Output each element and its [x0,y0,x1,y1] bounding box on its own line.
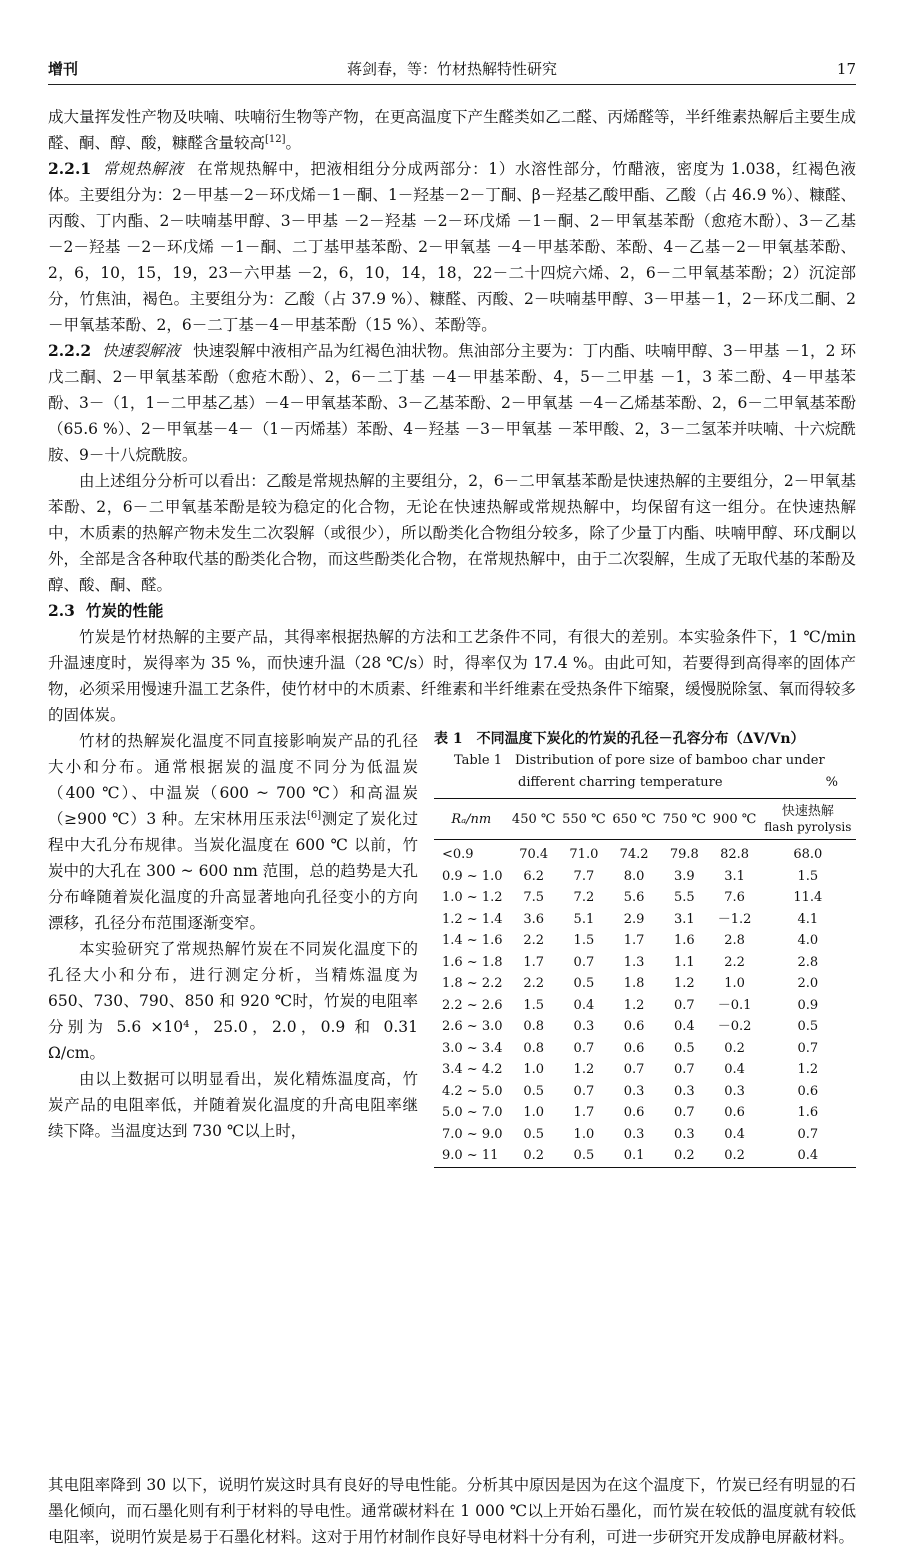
value-cell: 0.9 [797,997,819,1013]
value-cell: 1.1 [673,954,695,970]
value-cell: 0.7 [673,1062,695,1077]
value-cell: 2.8 [797,954,819,970]
value-cell: 5.1 [573,911,595,927]
value-cell: 1.2 [673,976,695,991]
table-unit: % [825,775,838,790]
pore-distribution-table [434,798,856,1168]
value-cell: 68.0 [793,847,823,862]
column-header: 750 ℃ [662,811,707,827]
value-cell: 0.5 [523,1126,545,1142]
table-header-row [434,799,856,840]
column-header: Rₐ/nm [451,811,492,827]
column-header: 650 ℃ [612,811,656,827]
pore-range-cell: 9.0 ~ 11 [442,1148,499,1163]
value-cell: 3.1 [673,911,695,927]
table-row [434,973,856,995]
value-cell: 1.2 [573,1062,595,1077]
value-cell: 71.0 [569,847,599,862]
value-cell: 0.3 [673,1126,695,1142]
value-cell: 1.2 [797,1062,819,1077]
value-cell: 0.5 [797,1019,819,1034]
table-row [434,866,856,888]
table-row [434,1038,856,1060]
value-cell: 74.2 [619,847,649,862]
section-number: 2.2.2 [48,341,92,360]
value-cell: 2.2 [724,954,745,970]
pore-range-cell: 4.2 ~ 5.0 [442,1083,503,1099]
value-cell: 0.5 [573,1148,595,1163]
section-title: 竹炭的性能 [85,601,164,620]
section-title: 常规热解液 [102,160,184,178]
value-cell: 0.5 [523,1083,545,1099]
section-text: 快速裂解中液相产品为红褐色油状物。焦油部分主要为：丁内酯、呋喃甲醇、3－甲基 －1，2 环戊二酮、2－甲氧基苯酚（愈疮木酚）、2，6－二丁基 －4－甲基苯酚、4，5－二甲基 －1，3 苯二酚、4－甲基苯酚、3－（1，1－二甲基乙基）－4－甲氧基苯酚、3－乙基苯酚、2－甲氧基 －4－乙烯基苯酚、2，6－二甲氧基苯酚（65.6 %）、2－甲氧基－4－（1－丙烯基）苯酚、4－羟基 －3－甲氧基 －苯甲酸、2，3－二氢苯并呋喃、十六烷酰胺、9－十八烷酰胺。 [48,342,856,464]
value-cell: 3.1 [724,868,745,884]
value-cell: 79.8 [669,847,699,862]
value-cell: 3.6 [523,911,545,927]
value-cell: 3.9 [673,868,695,884]
value-cell: 0.7 [573,1040,595,1056]
pore-range-cell: 1.8 ~ 2.2 [442,976,503,991]
pore-range-cell: 2.6 ~ 3.0 [442,1019,503,1034]
value-cell: 0.6 [623,1040,645,1056]
journal-issue: 增刊 [48,60,79,78]
value-cell: 6.2 [523,868,545,884]
conclusion-paragraph: 由以上数据可以明显看出，炭化精炼温度高，竹炭产品的电阻率低，并随着炭化温度的升高电阻率继续下降。当温度达到 730 ℃以上时， [48,1070,418,1140]
pore-range-cell: 7.0 ~ 9.0 [442,1126,503,1142]
pore-range-cell: 5.0 ~ 7.0 [442,1105,503,1120]
table-row [434,1059,856,1081]
table-row [434,1145,856,1167]
table-1 [434,728,856,1168]
pore-range-cell: 3.4 ~ 4.2 [442,1062,503,1077]
column-header: 快速热解 flash pyrolysis [764,804,852,834]
table-body [434,840,856,1168]
value-cell: 1.5 [573,933,595,948]
pore-range-cell: 1.0 ~ 1.2 [442,890,503,905]
table-title-en: Table 1 Distribution of pore size of bamboo char under [454,753,825,768]
table-row [434,840,856,866]
section-2-3-heading [48,598,856,624]
value-cell: 0.8 [523,1019,545,1034]
value-cell: 2.9 [623,911,645,927]
value-cell: 0.7 [573,954,595,970]
value-cell: 0.6 [623,1105,645,1120]
value-cell: 0.5 [573,976,595,991]
analysis-paragraph: 由上述组分分析可以看出：乙酸是常规热解的主要组分，2，6－二甲氧基苯酚是快速热解的主要组分，2－甲氧基苯酚、2，6－二甲氧基苯酚是较为稳定的化合物，无论在快速热解或常规热解中，均保留有这一组分。在快速热解中，木质素的热解产物未发生二次裂解（或很少），所以酚类化合物组分较多，除了少量丁内酯、呋喃甲醇、环戊酮以外，全部是含各种取代基的酚类化合物，而这些酚类化合物，在常规热解中，由于二次裂解，生成了无取代基的苯酚及醇、酸、酮、醛。 [48,472,856,594]
value-cell: 2.2 [523,976,545,991]
value-cell: 2.8 [724,933,745,948]
value-cell: 70.4 [519,847,549,862]
page-number: 17 [836,60,856,78]
citation: [12] [265,133,286,145]
section-number: 2.3 [48,601,75,620]
table-row [434,1102,856,1124]
column-header: 450 ℃ [511,811,556,827]
value-cell: 1.7 [573,1105,595,1120]
value-cell: 1.8 [623,976,645,991]
final-paragraph: 其电阻率降到 30 以下，说明竹炭这时具有良好的导电性能。分析其中原因是因为在这个温度下，竹炭已经有明显的石墨化倾向，而石墨化则有利于材料的导电性。通常碳材料在 1 000 ℃以上开始石墨化，而竹炭在较低的温度就有较低电阻率，说明竹炭是易于石墨化材料。这对于用竹材制作良好导电材料十分有利，可进一步研究开发成静电屏蔽材料。 [48,1476,856,1546]
table-title-en-line2: different charring temperature % [434,772,856,794]
value-cell: 0.7 [623,1062,645,1077]
section-title: 快速裂解液 [102,342,181,360]
intro-paragraph: 成大量挥发性产物及呋喃、呋喃衍生物等产物，在更高温度下产生醛类如乙二醛、丙烯醛等，半纤维素热解后主要生成醛、酮、醇、酸，糠醛含量较高[12]。 [48,108,856,152]
pore-range-cell: 1.6 ~ 1.8 [442,954,503,970]
table-row [434,1124,856,1146]
value-cell: 7.5 [523,890,545,905]
value-cell: 1.7 [623,933,645,948]
section-text: 在常规热解中，把液相组分分成两部分：1）水溶性部分，竹醋液，密度为 1.038，红褐色液体。主要组分为：2－甲基－2－环戊烯－1－酮、1－羟基－2－丁酮、β－羟基乙酸甲酯、乙酸（占 46.9 %）、糠醛、丙酸、丁内酯、2－呋喃基甲醇、3－甲基 －2－羟基 －2－环戊烯 －1－酮、2－甲氧基苯酚（愈疮木酚）、3－乙基 －2－羟基 －2－环戊烯 －1－酮、二丁基甲基苯酚、2－甲氧基 －4－甲基苯酚、苯酚、4－乙基－2－甲氧基苯酚、2，6，10，15，19，23－六甲基 －2，6，10，14，18，22－二十四烷六烯、2，6－二甲氧基苯酚；2）沉淀部分，竹焦油，褐色。主要组分为：乙酸（占 37.9 %）、糠醛、丙酸、2－呋喃基甲醇、3－甲基－1，2－环戊二酮、2－甲氧基苯酚、2，6－二丁基－4－甲基苯酚（15 %）、苯酚等。 [48,160,856,334]
value-cell: 1.0 [523,1062,545,1077]
value-cell: 1.5 [797,868,819,884]
value-cell: 7.7 [573,868,595,884]
value-cell: 4.1 [797,911,819,927]
value-cell: 0.6 [797,1083,819,1099]
pore-range-cell: 1.2 ~ 1.4 [442,911,503,927]
value-cell: 5.5 [673,890,695,905]
pore-range-cell: 1.4 ~ 1.6 [442,933,503,948]
value-cell: 11.4 [793,890,823,905]
table-row [434,887,856,909]
value-cell: 4.0 [797,933,819,948]
value-cell: 1.2 [623,997,645,1013]
value-cell: 0.3 [724,1083,745,1099]
value-cell: 0.6 [623,1019,645,1034]
value-cell: 0.1 [623,1148,645,1163]
citation: [6] [307,809,322,821]
value-cell: 1.5 [523,997,545,1013]
value-cell: 2.2 [523,933,545,948]
value-cell: 0.4 [724,1126,745,1142]
value-cell: 7.2 [573,890,595,905]
value-cell: －0.2 [717,1019,752,1034]
section-2-2-2 [48,338,856,468]
value-cell: 0.4 [797,1148,819,1163]
value-cell: 0.4 [724,1062,745,1077]
value-cell: 0.4 [673,1019,695,1034]
page-body [48,104,856,1550]
value-cell: 0.7 [797,1126,819,1142]
section-number: 2.2.1 [48,159,92,178]
table-title-cn: 表 1 不同温度下炭化的竹炭的孔径－孔容分布（ΔV/Vn） [434,731,805,747]
pore-range-cell: 0.9 ~ 1.0 [442,868,503,884]
table-row [434,1081,856,1103]
value-cell: 0.7 [673,1105,695,1120]
value-cell: 1.0 [724,976,745,991]
value-cell: 0.3 [623,1083,645,1099]
value-cell: 8.0 [623,868,645,884]
value-cell: 0.3 [673,1083,695,1099]
value-cell: 1.6 [673,933,695,948]
value-cell: 1.3 [623,954,645,970]
left-column [48,728,418,1144]
resistivity-paragraph: 本实验研究了常规热解竹炭在不同炭化温度下的孔径大小和分布，进行测定分析，当精炼温度为 650、730、790、850 和 920 ℃时，竹炭的电阻率分别为 5.6 ×10⁴，25.0，2.0，0.9 和 0.31 Ω/cm。 [48,940,418,1062]
value-cell: 1.6 [797,1105,819,1120]
running-header [48,56,856,85]
value-cell: 0.2 [724,1148,745,1163]
value-cell: 1.0 [573,1126,595,1142]
value-cell: 0.4 [573,997,595,1013]
table-row [434,930,856,952]
value-cell: －1.2 [717,911,752,927]
value-cell: 0.2 [523,1148,545,1163]
value-cell: 0.2 [724,1040,745,1056]
table-row [434,1016,856,1038]
table-row [434,909,856,931]
table-row [434,995,856,1017]
value-cell: 0.3 [573,1019,595,1034]
value-cell: 0.7 [797,1040,819,1056]
pore-range-cell: 3.0 ~ 3.4 [442,1040,503,1056]
value-cell: －0.1 [717,997,752,1013]
value-cell: 7.6 [724,890,745,905]
value-cell: 0.7 [673,997,695,1013]
column-header: 550 ℃ [562,811,606,827]
section-2-2-1 [48,156,856,338]
value-cell: 0.7 [573,1083,595,1099]
pore-range-cell: 2.2 ~ 2.6 [442,997,503,1013]
column-header: 900 ℃ [712,811,757,827]
value-cell: 0.5 [673,1040,695,1056]
value-cell: 0.3 [623,1126,645,1142]
value-cell: 2.0 [797,976,819,991]
text-and-table [48,728,856,1472]
value-cell: 1.7 [523,954,545,970]
value-cell: 5.6 [623,890,645,905]
value-cell: 0.2 [673,1148,695,1163]
pore-paragraph: 竹材的热解炭化温度不同直接影响炭产品的孔径大小和分布。通常根据炭的温度不同分为低温炭（400 ℃）、中温炭（600 ~ 700 ℃）和高温炭（≥900 ℃）3 种。左宋林用压汞法[6]测定了炭化过程中大孔分布规律。当炭化温度在 600 ℃ 以前，竹炭中的大孔在 300 ~ 600 nm 范围，总的趋势是大孔分布峰随着炭化温度的升高显著地向孔径变小的方向漂移，孔径分布范围逐渐变窄。 [48,732,418,932]
yield-paragraph: 竹炭是竹材热解的主要产品，其得率根据热解的方法和工艺条件不同，有很大的差别。本实验条件下，1 ℃/min 升温速度时，炭得率为 35 %，而快速升温（28 ℃/s）时，得率仅为 17.4 %。由此可知，若要得到高得率的固体产物，必须采用慢速升温工艺条件，使竹材中的木质素、纤维素和半纤维素在受热条件下缩聚，缓慢脱除氢、氧而得较多的固体炭。 [48,628,856,724]
table-row [434,952,856,974]
value-cell: 0.6 [724,1105,745,1120]
running-title: 蒋剑春，等：竹材热解特性研究 [346,60,557,78]
pore-range-cell: <0.9 [442,847,474,862]
value-cell: 82.8 [720,847,750,862]
value-cell: 0.8 [523,1040,545,1056]
value-cell: 1.0 [523,1105,545,1120]
